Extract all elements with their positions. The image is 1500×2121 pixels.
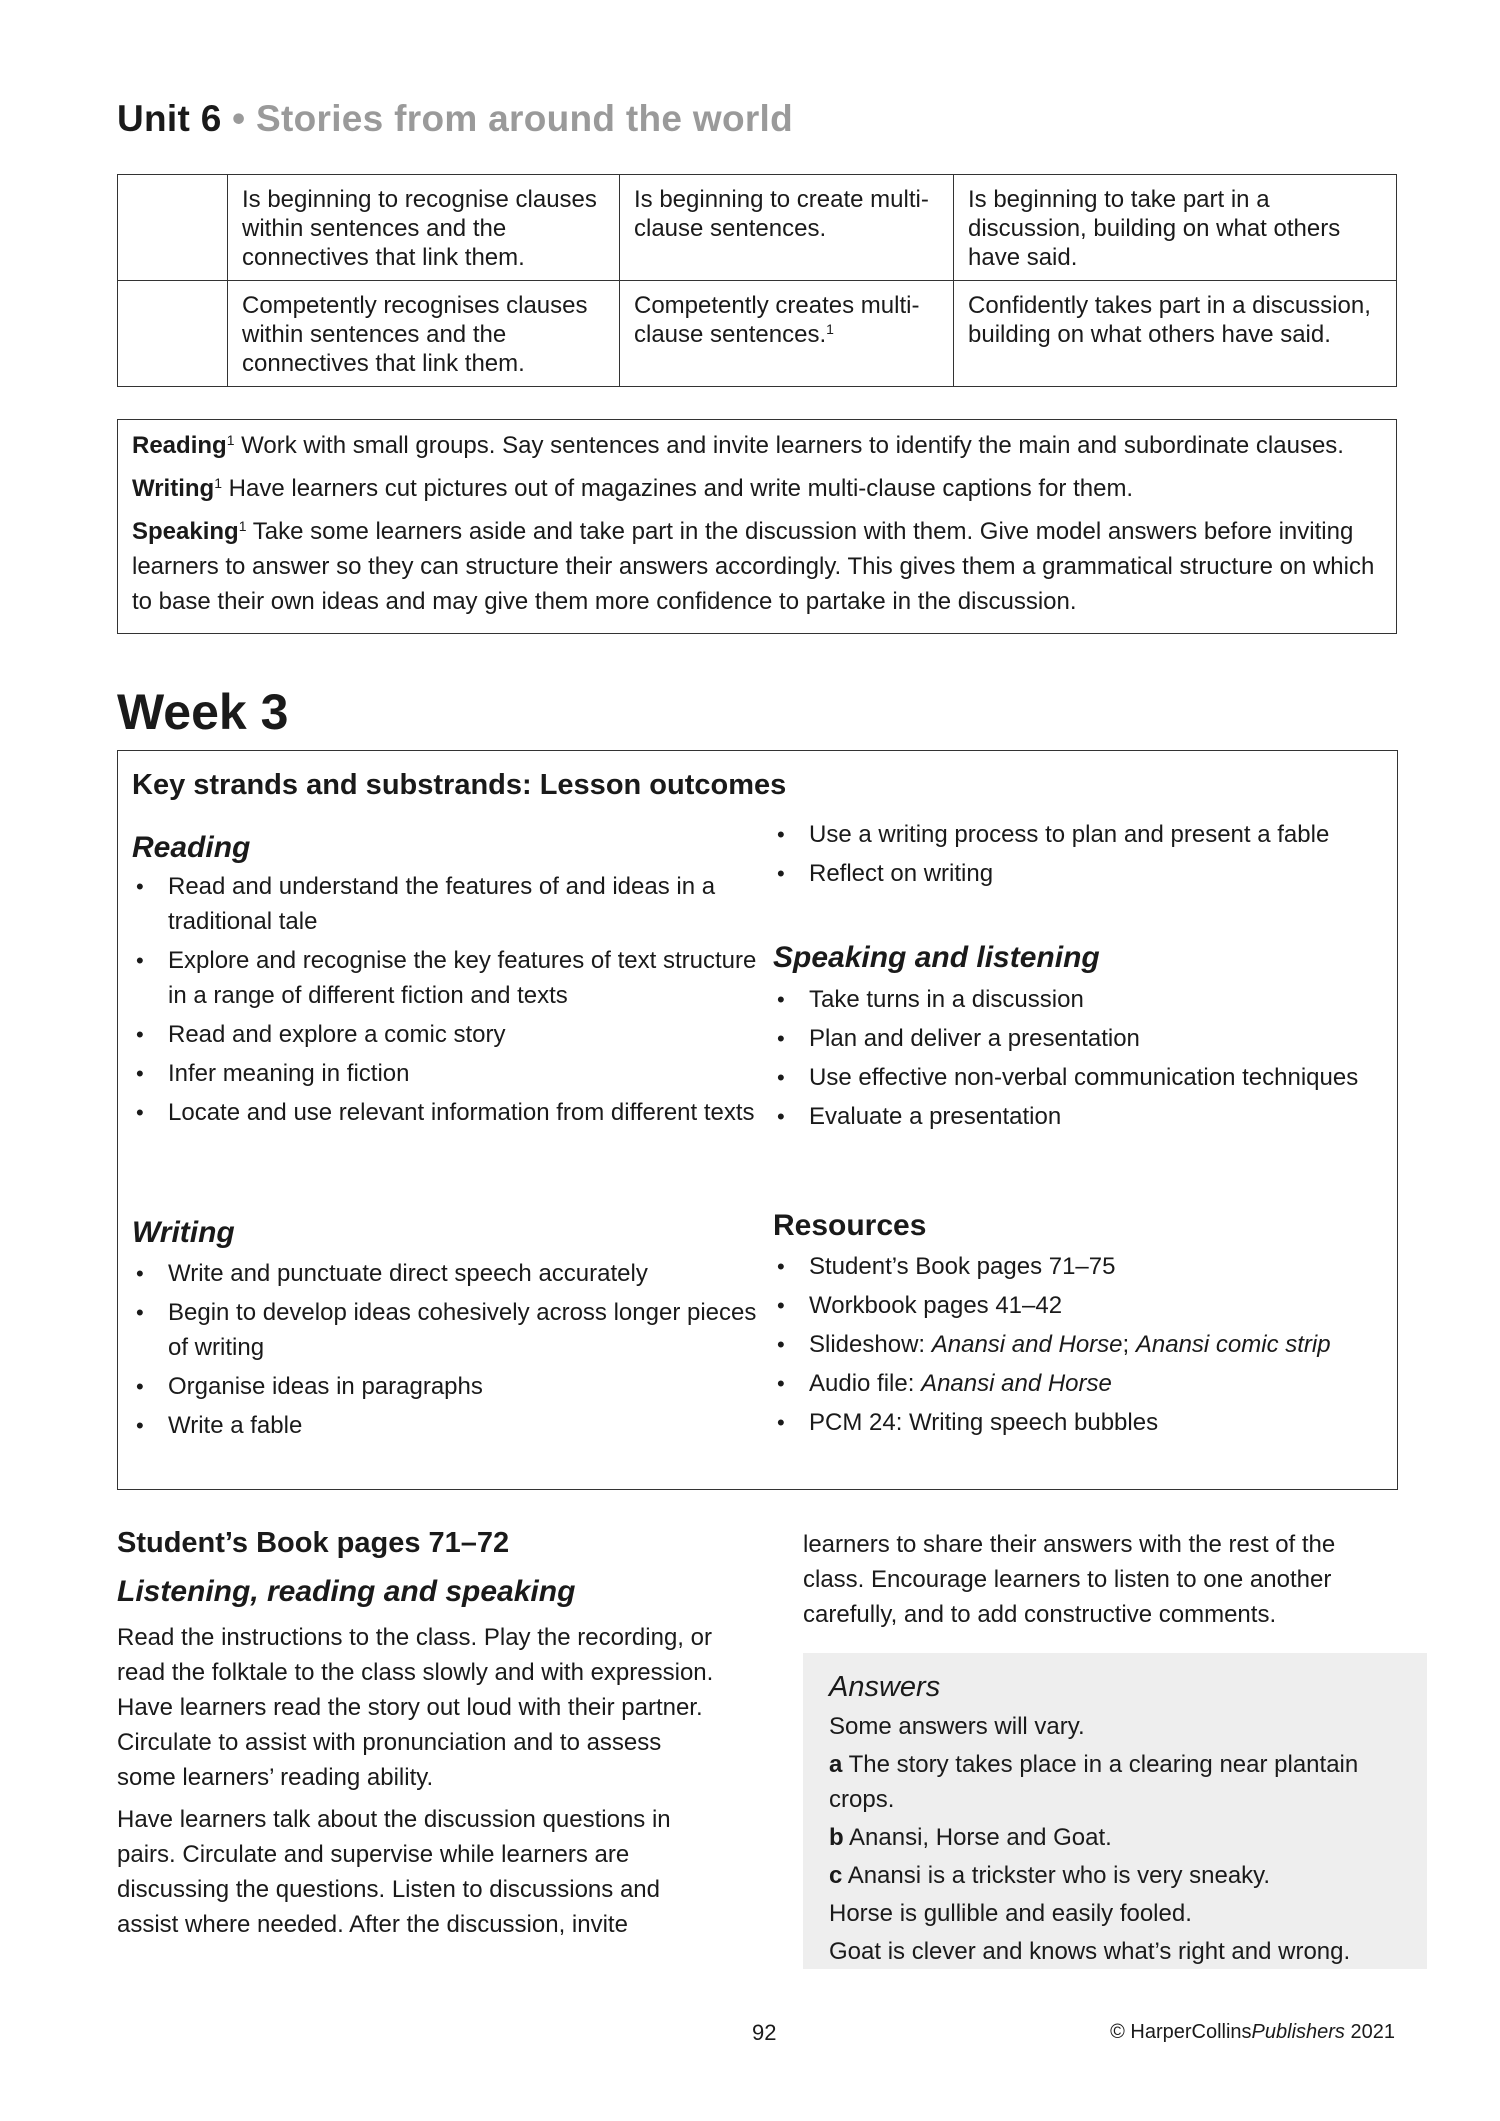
strands-title: Key strands and substrands: Lesson outcomes (132, 769, 787, 801)
reading-heading: Reading (132, 831, 251, 864)
list-item: • Explore and recognise the key features of text structure in a range of different fiction and texts (132, 943, 757, 1013)
footnote-marker: 1 (226, 432, 235, 448)
support-label: Writing (132, 475, 215, 502)
lesson-body-left (117, 1620, 717, 1949)
week-heading: Week 3 (117, 684, 289, 740)
answer-c-2: Horse is gullible and easily fooled. (829, 1900, 1192, 1927)
resource-prefix: Slideshow: (809, 1331, 932, 1358)
list-item: • Organise ideas in paragraphs (132, 1369, 757, 1404)
resources-list (773, 1249, 1383, 1440)
list-item: • Reflect on writing (773, 856, 1373, 891)
paragraph: Have learners talk about the discussion questions in pairs. Circulate and supervise while learners are discussing the questions. Listen to discussions and assist where needed. After the discussion, invite (117, 1806, 671, 1938)
table-row (118, 175, 1397, 281)
footnote-marker: 1 (238, 518, 247, 534)
table-cell: Is beginning to create multi-clause sentences. (620, 175, 954, 281)
footnote-marker: 1 (214, 475, 223, 491)
list-item (773, 1366, 1383, 1401)
resource-title: Anansi and Horse (921, 1370, 1112, 1397)
answers-intro: Some answers will vary. (829, 1713, 1085, 1740)
list-item: • Plan and deliver a presentation (773, 1021, 1373, 1056)
answer-text: The story takes place in a clearing near plantain crops. (829, 1751, 1359, 1813)
copyright-text: © HarperCollins (1110, 2021, 1252, 2043)
assessment-table (117, 174, 1397, 387)
resource-separator: ; (1122, 1331, 1136, 1358)
unit-separator: • (221, 98, 257, 139)
copyright (1110, 2021, 1395, 2044)
answer-a (829, 1747, 1401, 1817)
writing-list (132, 1256, 757, 1443)
table-cell: Is beginning to take part in a discussion, building on what others have said. (954, 175, 1397, 281)
support-text: Take some learners aside and take part in the discussion with them. Give model answers before inviting learners to answer so they can structure their answers accordingly. This gives them a grammatical structure on which to base their own ideas and may give them more confidence to partake in the discussion. (132, 518, 1375, 615)
page-number: 92 (752, 2020, 777, 2045)
answer-c-3: Goat is clever and knows what’s right and wrong. (829, 1938, 1351, 1965)
table-cell (620, 281, 954, 387)
support-label: Speaking (132, 518, 239, 545)
list-item: • Take turns in a discussion (773, 982, 1373, 1017)
support-writing (132, 471, 1382, 506)
list-item: • Write and punctuate direct speech accurately (132, 1256, 757, 1291)
writing-continued-list (773, 817, 1373, 891)
answer-label: b (829, 1824, 844, 1851)
answers-box (803, 1653, 1427, 1969)
answer-c (829, 1858, 1401, 1893)
resource-title: Anansi comic strip (1135, 1331, 1331, 1358)
table-cell: Competently recognises clauses within sentences and the connectives that link them. (228, 281, 620, 387)
list-item: • Evaluate a presentation (773, 1099, 1373, 1134)
unit-label: Unit 6 (117, 98, 222, 139)
writing-heading: Writing (132, 1216, 235, 1249)
table-cell: Confidently takes part in a discussion, building on what others have said. (954, 281, 1397, 387)
list-item: • Use a writing process to plan and present a fable (773, 817, 1373, 852)
footnote-marker: 1 (826, 321, 834, 337)
speaking-list (773, 982, 1373, 1134)
answers-heading: Answers (829, 1671, 941, 1703)
table-row (118, 281, 1397, 387)
answer-label: c (829, 1862, 843, 1889)
resource-prefix: Audio file: (809, 1370, 922, 1397)
list-item: • Write a fable (132, 1408, 757, 1443)
support-reading (132, 428, 1382, 463)
unit-header (117, 98, 793, 140)
lesson-subheading: Listening, reading and speaking (117, 1575, 576, 1608)
list-item: • Begin to develop ideas cohesively across longer pieces of writing (132, 1295, 757, 1365)
resource-title: Anansi and Horse (931, 1331, 1123, 1358)
support-text: Have learners cut pictures out of magazines and write multi-clause captions for them. (222, 475, 1134, 502)
list-item: • PCM 24: Writing speech bubbles (773, 1405, 1383, 1440)
reading-list (132, 869, 757, 1130)
support-box (117, 419, 1397, 634)
list-item: • Workbook pages 41–42 (773, 1288, 1383, 1323)
list-item: • Infer meaning in fiction (132, 1056, 757, 1091)
table-cell (118, 281, 228, 387)
list-item: • Use effective non-verbal communication techniques (773, 1060, 1373, 1095)
table-cell: Is beginning to recognise clauses within sentences and the connectives that link them. (228, 175, 620, 281)
answer-b (829, 1820, 1401, 1855)
answer-text: Anansi, Horse and Goat. (843, 1824, 1112, 1851)
list-item: • Read and explore a comic story (132, 1017, 757, 1052)
resources-heading: Resources (773, 1209, 927, 1242)
lesson-body-right (803, 1527, 1393, 1632)
answer-label: a (829, 1751, 843, 1778)
table-cell (118, 175, 228, 281)
copyright-year: 2021 (1344, 2021, 1395, 2043)
paragraph: Read the instructions to the class. Play the recording, or read the folktale to the class slowly and with expression. Have learners read the story out loud with their partner. Circulate to assist with pronunciation and to assess some learners’ reading ability. (117, 1624, 714, 1791)
list-item (773, 1327, 1383, 1362)
list-item: • Locate and use relevant information from different texts (132, 1095, 757, 1130)
paragraph: learners to share their answers with the rest of the class. Encourage learners to listen to one another carefully, and to add constructive comments. (803, 1531, 1336, 1628)
speaking-heading: Speaking and listening (773, 941, 1100, 974)
strands-box (117, 750, 1398, 1490)
support-text: Work with small groups. Say sentences and invite learners to identify the main and subordinate clauses. (234, 432, 1344, 459)
answer-text: Anansi is a trickster who is very sneaky. (842, 1862, 1271, 1889)
list-item: • Read and understand the features of and ideas in a traditional tale (132, 869, 757, 939)
list-item: • Student’s Book pages 71–75 (773, 1249, 1383, 1284)
copyright-publisher: Publishers (1251, 2021, 1345, 2043)
support-label: Reading (132, 432, 227, 459)
unit-title: Stories from around the world (256, 98, 794, 139)
cell-text: Competently creates multi-clause sentences. (634, 292, 920, 348)
support-speaking (132, 514, 1382, 619)
pages-heading: Student’s Book pages 71–72 (117, 1527, 510, 1559)
